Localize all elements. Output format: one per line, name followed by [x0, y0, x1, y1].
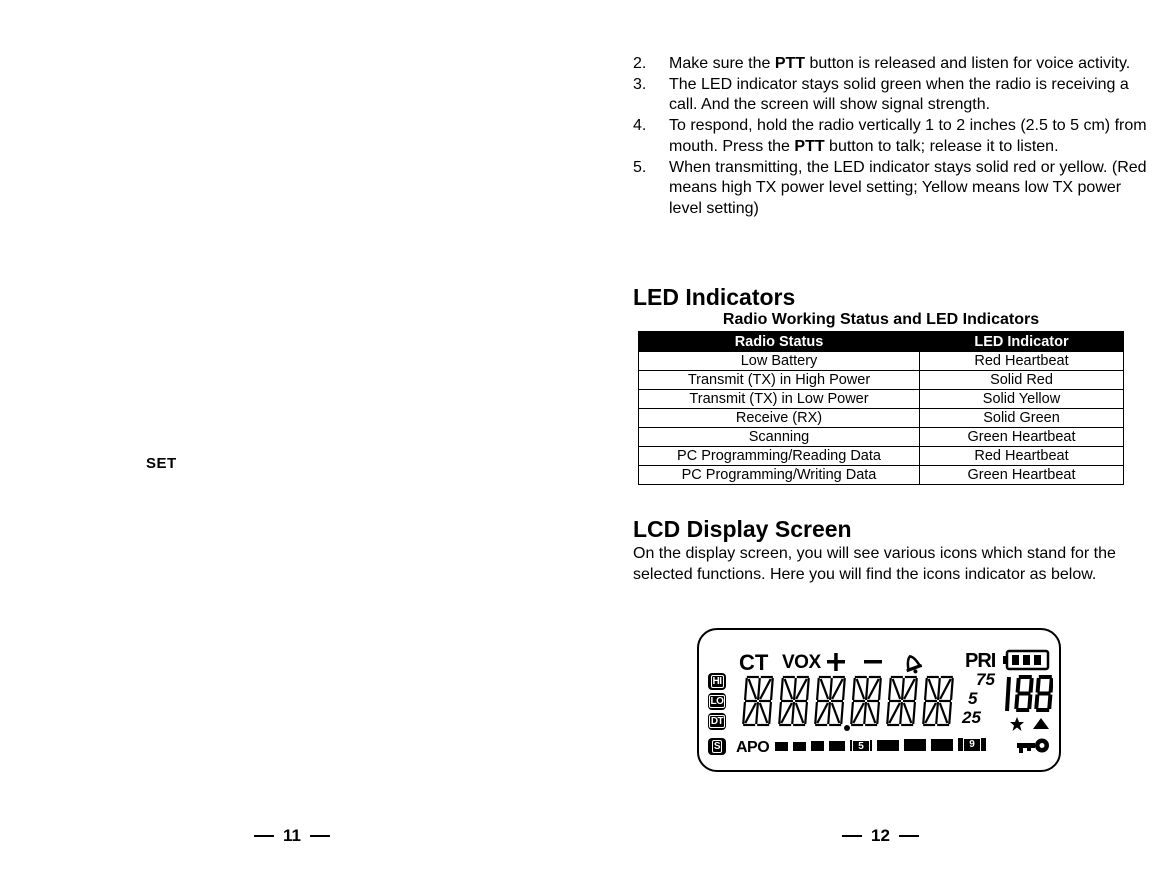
step-text-part: When transmitting, the LED indicator stays solid red or yellow. (Red means high TX power level setting; Yellow means low TX power level setting) [669, 158, 1147, 217]
step-text-part: button is released and listen for voice activity. [805, 55, 1131, 72]
battery-icon [1003, 649, 1053, 671]
header-led-indicator: LED Indicator [920, 332, 1124, 352]
s-tag: S [708, 738, 726, 755]
led-indicators-heading: LED Indicators [633, 284, 796, 310]
step-number: 3. [633, 75, 647, 93]
led-indicator-cell: Solid Red [920, 371, 1124, 390]
modulation-values [959, 670, 999, 730]
signal-bar [931, 739, 953, 752]
key-icon [1015, 737, 1053, 755]
lo-tag: LO [708, 693, 726, 710]
led-indicator-cell: Green Heartbeat [920, 428, 1124, 447]
step-text-part: To respond, hold the radio vertically 1 to 2 inches (2.5 to 5 cm) from mouth. Press the [669, 117, 1147, 155]
alphanumeric-segment-display [739, 673, 964, 731]
segment-digit [1016, 677, 1032, 710]
signal-bar-number: 5 [852, 740, 870, 754]
radio-status-cell: Low Battery [639, 352, 920, 371]
lcd-display-heading: LCD Display Screen [633, 516, 852, 542]
plus-icon [827, 653, 845, 671]
dash-decoration [254, 835, 274, 837]
table-row [639, 447, 1124, 466]
step-item [633, 116, 1153, 157]
radio-status-cell: PC Programming/Reading Data [639, 447, 920, 466]
lcd-description: On the display screen, you will see various icons which stand for the selected functions. Here you will find the icons indicator as below. [633, 545, 1116, 583]
signal-bar [877, 740, 899, 752]
page-number-value: 11 [283, 826, 301, 845]
instruction-steps [633, 54, 1153, 220]
page-number-left [254, 826, 330, 846]
triangle-icon [1033, 718, 1049, 729]
mod-value: 75 [976, 670, 995, 689]
table-row [639, 390, 1124, 409]
signal-bar [793, 742, 806, 752]
set-label: SET [146, 455, 177, 472]
channel-segment-display [1005, 674, 1053, 714]
step-item [633, 158, 1153, 220]
signal-bar-number: 9 [963, 738, 981, 752]
ct-label: CT [739, 650, 769, 675]
segment-digit [1036, 677, 1052, 710]
step-text-bold: PTT [794, 137, 825, 155]
step-number: 2. [633, 55, 647, 72]
step-number: 4. [633, 117, 647, 135]
signal-bar [829, 741, 845, 752]
apo-label: APO [736, 739, 770, 756]
signal-bar [850, 740, 872, 751]
dash-decoration [310, 835, 330, 837]
step-item [633, 75, 1153, 116]
page-number-right [842, 826, 919, 846]
step-text-bold: PTT [774, 55, 806, 72]
table-row [639, 371, 1124, 390]
step-text-part: The LED indicator stays solid green when the radio is receiving a call. And the screen will show signal strength. [669, 75, 1129, 114]
vox-label: VOX [782, 652, 821, 673]
segment-digit [779, 677, 809, 725]
radio-status-cell: Scanning [639, 428, 920, 447]
step-text [669, 54, 1153, 75]
step-text-part: button to talk; release it to listen. [824, 137, 1059, 155]
segment-digit [887, 677, 917, 725]
radio-status-cell: Transmit (TX) in Low Power [639, 390, 920, 409]
step-text [669, 116, 1153, 157]
signal-bar [958, 738, 986, 751]
segment-digit [743, 677, 773, 725]
table-row [639, 466, 1124, 485]
dash-decoration [842, 835, 862, 837]
mod-value: 25 [962, 708, 981, 727]
led-indicator-cell: Solid Green [920, 409, 1124, 428]
segment-one [1007, 677, 1009, 711]
table-caption: Radio Working Status and LED Indicators [722, 311, 1040, 328]
step-text-part: Make sure the [669, 55, 775, 72]
led-indicator-cell: Solid Yellow [920, 390, 1124, 409]
header-radio-status: Radio Status [639, 332, 920, 352]
signal-bar [775, 742, 788, 751]
step-item [633, 54, 1153, 75]
radio-status-cell: Transmit (TX) in High Power [639, 371, 920, 390]
led-status-table [638, 331, 1124, 485]
lcd-display-diagram [697, 628, 1061, 772]
step-number: 5. [633, 158, 647, 176]
pri-label: PRI [965, 650, 996, 672]
led-indicator-cell: Green Heartbeat [920, 466, 1124, 485]
table-row [639, 352, 1124, 371]
signal-bar [811, 741, 824, 751]
signal-bar [904, 739, 926, 751]
radio-status-cell: Receive (RX) [639, 409, 920, 428]
star-icon [1010, 717, 1024, 731]
mod-value: 5 [968, 689, 978, 708]
segment-digit [923, 677, 953, 725]
hi-tag: HI [708, 673, 726, 690]
dt-tag: DT [708, 713, 726, 730]
table-header-row [639, 332, 1124, 352]
step-text [669, 158, 1153, 220]
step-text [669, 75, 1153, 116]
page-number-value: 12 [871, 826, 890, 845]
radio-status-cell: PC Programming/Writing Data [639, 466, 920, 485]
table-row [639, 428, 1124, 447]
segment-digit [815, 677, 845, 725]
decimal-dot [844, 725, 850, 731]
led-indicator-cell: Red Heartbeat [920, 447, 1124, 466]
table-row [639, 409, 1124, 428]
segment-digit [851, 677, 881, 725]
dash-decoration [899, 835, 919, 837]
led-indicator-cell: Red Heartbeat [920, 352, 1124, 371]
minus-icon [864, 660, 882, 664]
status-icons [1009, 716, 1053, 732]
